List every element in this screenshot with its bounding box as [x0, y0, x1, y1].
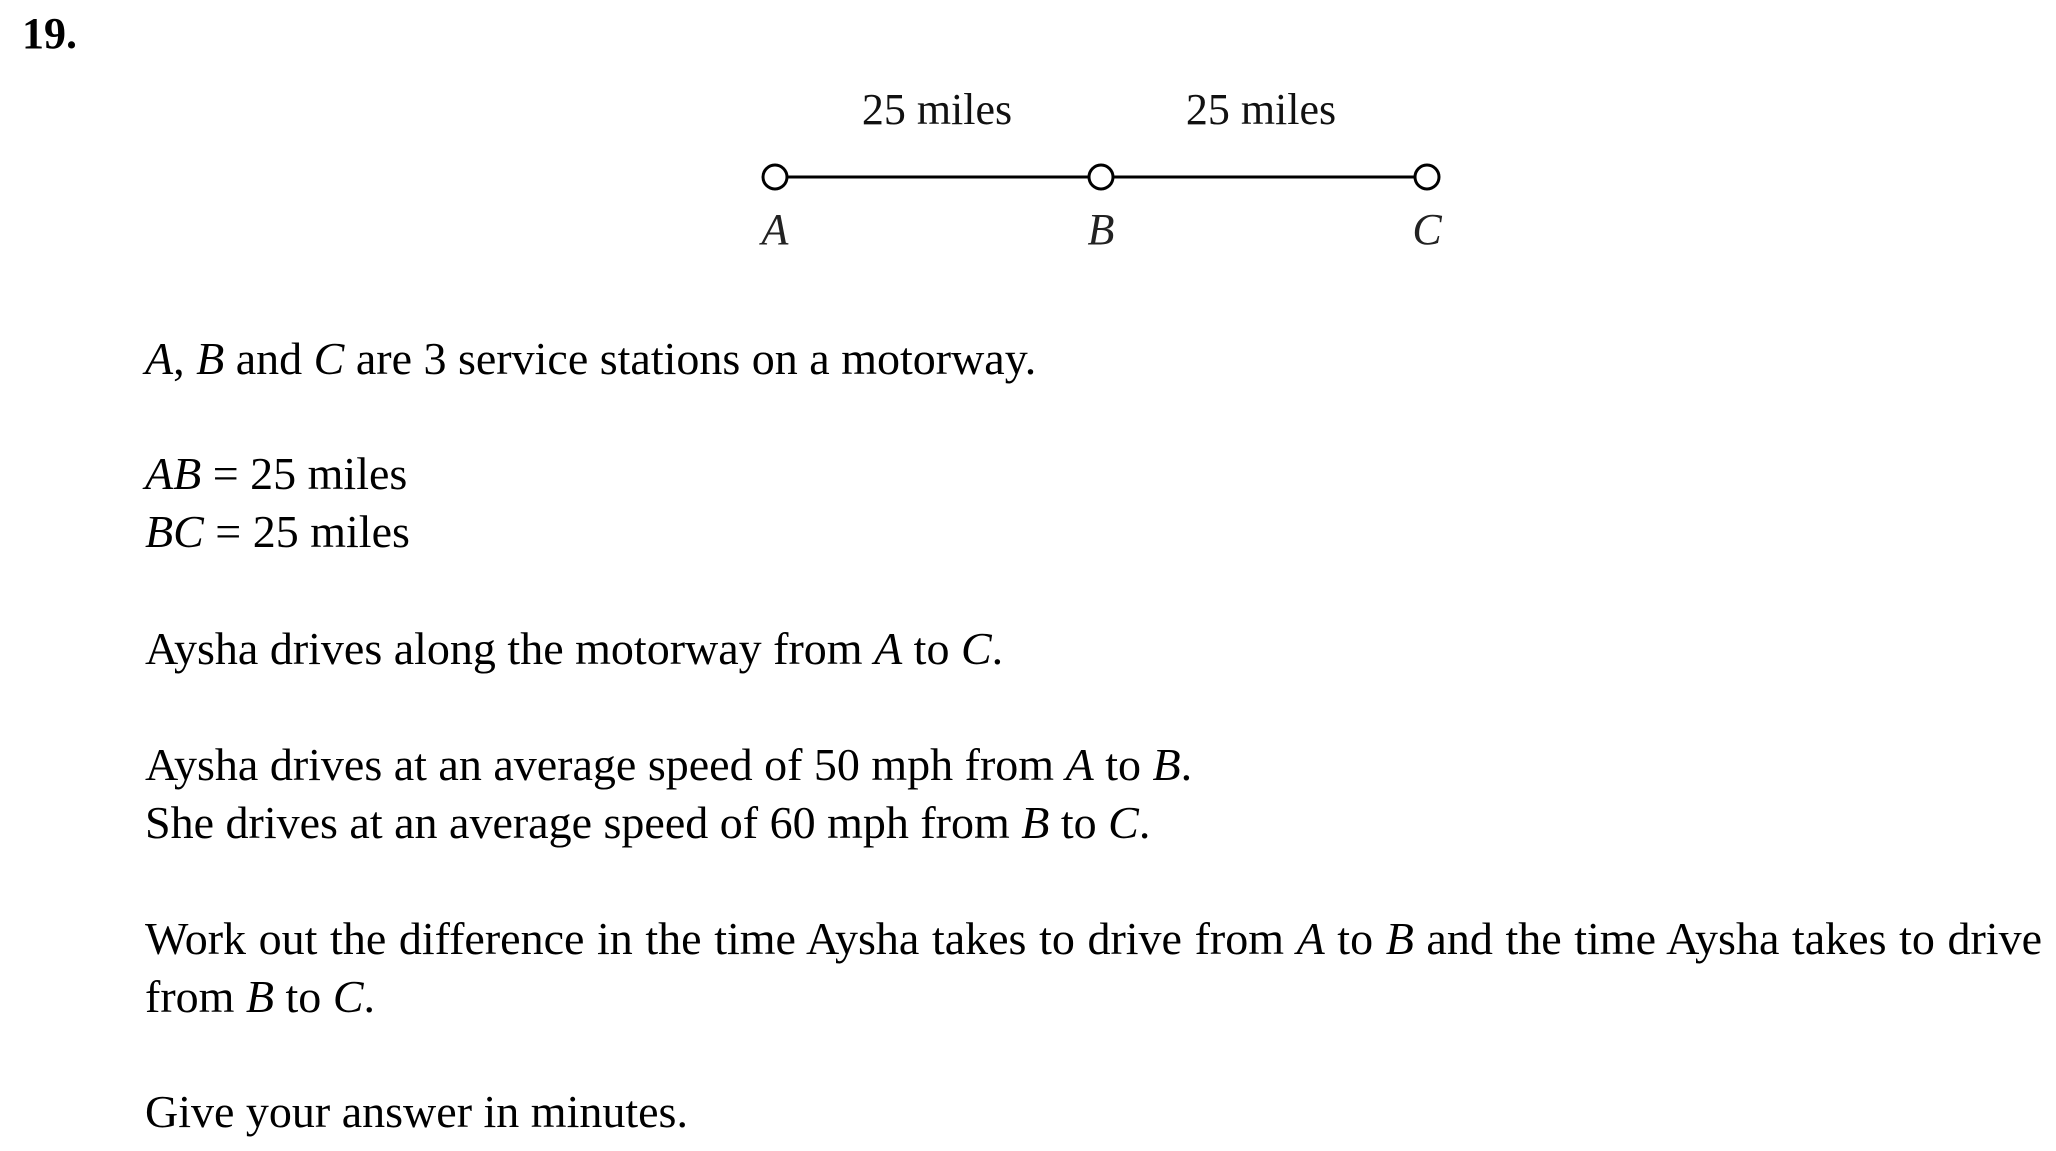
question-number: 19.	[22, 9, 77, 58]
point-c-label: C	[1412, 205, 1442, 254]
bc-equation: BC = 25 miles	[145, 506, 410, 557]
speed-bc-sentence: She drives at an average speed of 60 mph from B to C.	[145, 797, 1151, 848]
drives-sentence: Aysha drives along the motorway from A to C.	[145, 623, 1004, 674]
motorway-diagram	[0, 0, 2056, 280]
point-a-label: A	[761, 205, 789, 254]
segment-ab-label: 25 miles	[861, 85, 1013, 134]
intro-sentence: A, B and C are 3 service stations on a motorway.	[145, 333, 1037, 384]
task-instruction: Work out the difference in the time Aysha takes to drive from A to B and the time Aysha takes to drive from B to C.	[145, 913, 2043, 1022]
point-c-marker	[1415, 165, 1439, 189]
speed-ab-sentence: Aysha drives at an average speed of 50 mph from A to B.	[145, 739, 1193, 790]
point-a-marker	[763, 165, 787, 189]
point-b-label: B	[1087, 205, 1115, 254]
point-b-marker	[1089, 165, 1113, 189]
segment-bc-label: 25 miles	[1185, 85, 1337, 134]
ab-equation: AB = 25 miles	[145, 448, 408, 499]
answer-instruction: Give your answer in minutes.	[145, 1086, 688, 1137]
